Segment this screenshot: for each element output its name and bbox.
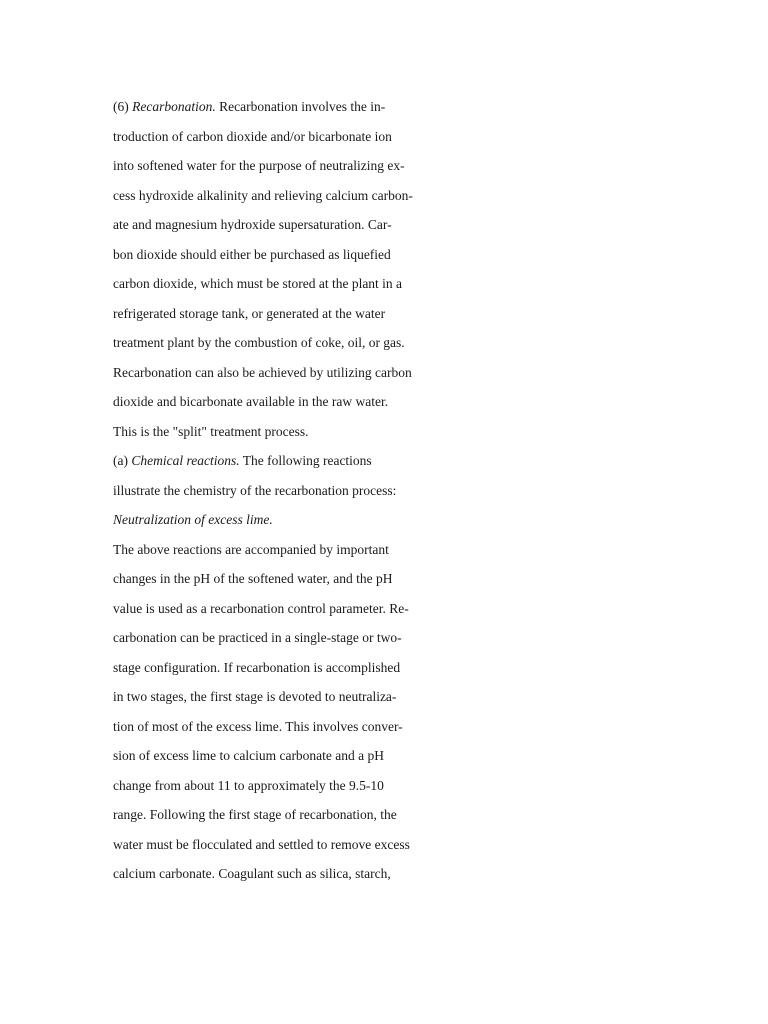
section-number: (6) bbox=[113, 99, 133, 114]
text-line: treatment plant by the combustion of coke, oil, or gas. bbox=[113, 335, 405, 350]
text-line: carbon dioxide, which must be stored at the plant in a bbox=[113, 276, 403, 291]
text-line: range. Following the first stage of recarbonation, the bbox=[113, 807, 397, 822]
text-line: tion of most of the excess lime. This involves conver- bbox=[113, 718, 403, 734]
text-line: calcium carbonate. Coagulant such as silica, starch, bbox=[113, 866, 391, 881]
text-line: Recarbonation can also be achieved by utilizing carbon bbox=[113, 364, 412, 380]
text-line: value is used as a recarbonation control parameter. Re- bbox=[113, 600, 409, 616]
text-line: carbonation can be practiced in a single-stage or two- bbox=[113, 630, 402, 645]
text-line: dioxide and bicarbonate available in the raw water. bbox=[113, 394, 389, 409]
line-text: The following reactions bbox=[239, 453, 372, 468]
text-line: in two stages, the first stage is devoted to neutraliza- bbox=[113, 689, 397, 704]
text-line: stage configuration. If recarbonation is accomplished bbox=[113, 659, 401, 675]
text-line: The above reactions are accompanied by important bbox=[113, 541, 389, 557]
body-text bbox=[113, 92, 458, 889]
text-line: ate and magnesium hydroxide supersaturation. Car- bbox=[113, 217, 392, 232]
text-line bbox=[113, 92, 458, 122]
text-line: bon dioxide should either be purchased as liquefied bbox=[113, 246, 391, 262]
subsection-number: (a) bbox=[113, 453, 132, 468]
text-line: illustrate the chemistry of the recarbonation process: bbox=[113, 482, 397, 498]
text-line: into softened water for the purpose of neutralizing ex- bbox=[113, 158, 405, 173]
subsection-heading: Chemical reactions. bbox=[131, 453, 240, 468]
section-heading: Recarbonation. bbox=[132, 99, 216, 114]
text-line: sion of excess lime to calcium carbonate and a pH bbox=[113, 748, 385, 763]
line-text: Recarbonation involves the in- bbox=[215, 99, 386, 114]
italic-subheading: Neutralization of excess lime. bbox=[113, 512, 273, 527]
text-line bbox=[113, 446, 458, 476]
text-line: troduction of carbon dioxide and/or bicarbonate ion bbox=[113, 128, 392, 144]
text-line: changes in the pH of the softened water, and the pH bbox=[113, 571, 393, 586]
text-line: This is the "split" treatment process. bbox=[113, 423, 309, 439]
text-line: change from about 11 to approximately the 9.5-10 bbox=[113, 777, 384, 793]
text-line: refrigerated storage tank, or generated at the water bbox=[113, 305, 386, 321]
text-line: water must be flocculated and settled to remove excess bbox=[113, 836, 410, 852]
text-line: cess hydroxide alkalinity and relieving calcium carbon- bbox=[113, 187, 413, 203]
